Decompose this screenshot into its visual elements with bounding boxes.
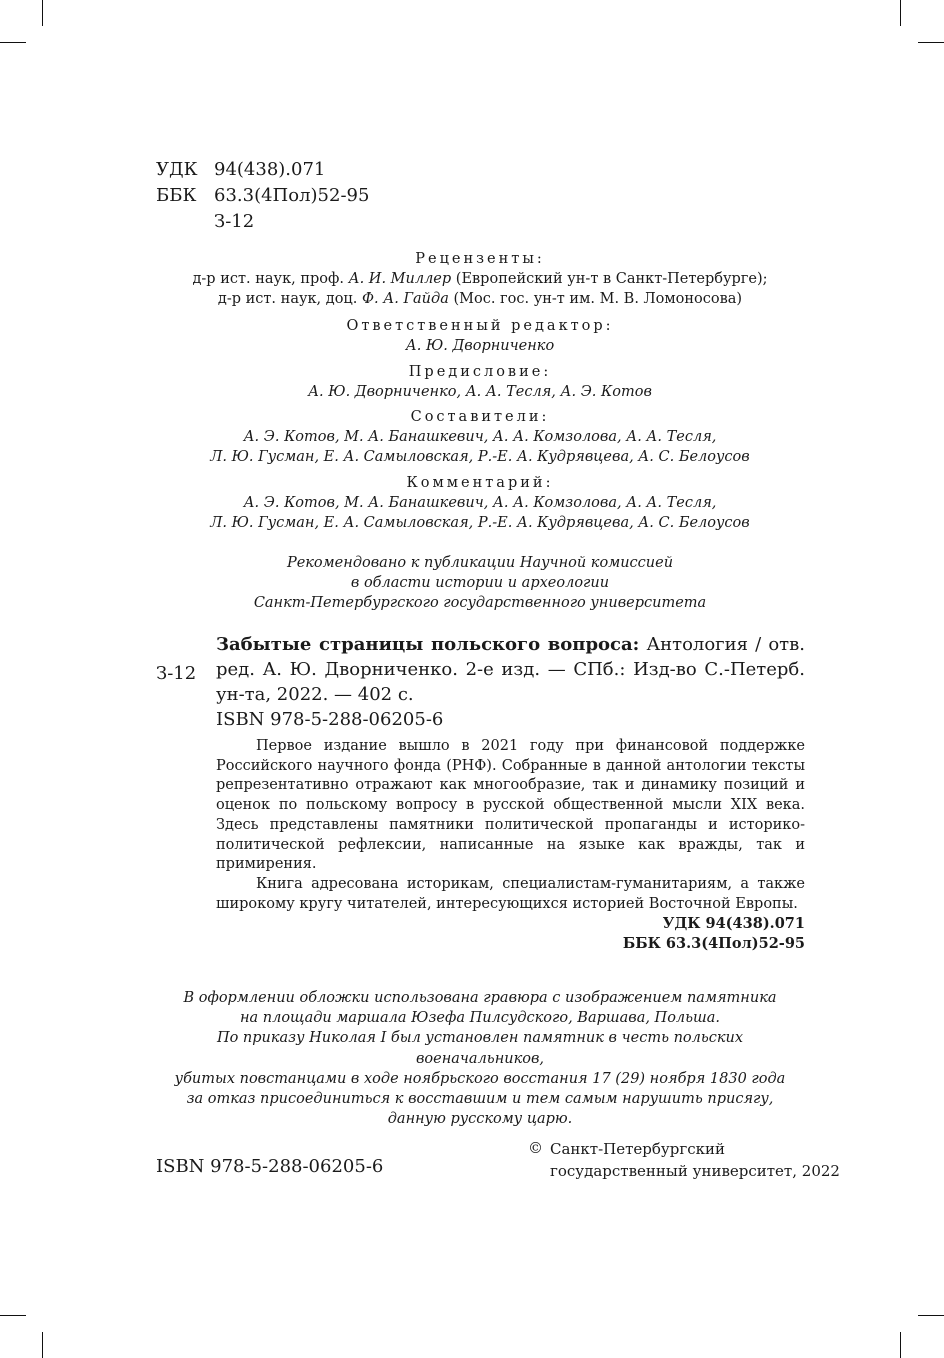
crop-mark-bottom-right-v <box>900 1332 901 1358</box>
recommendation-block <box>160 553 800 613</box>
cover-note-line-5: за отказ присоединиться к восставшим и тем самым нарушить присягу, <box>186 1091 774 1108</box>
editor-block <box>160 316 800 356</box>
annotation-paragraph-2: Книга адресована историкам, специалистам-гуманитариям, а также широкому кругу читателей, интересующихся историей Восточной Европы. <box>216 875 805 912</box>
compilers-line-2: Л. Ю. Гусман, Е. А. Самыловская, Р.-Е. А. Кудрявцева, А. С. Белоусов <box>210 449 750 465</box>
compilers-heading: Составители: <box>410 409 550 425</box>
bbk-value: 63.3(4Пол)52-95 <box>214 185 370 206</box>
recommendation-line-2: в области истории и археологии <box>350 575 610 591</box>
crop-mark-bottom-right-h <box>918 1315 944 1316</box>
reviewers-block <box>160 249 800 309</box>
cover-note <box>160 988 800 1129</box>
copyright-line-2: государственный университет, 2022 <box>550 1162 840 1180</box>
copyright-holder <box>550 1138 840 1182</box>
editor-name: А. Ю. Дворниченко <box>405 338 555 354</box>
right-udk: УДК 94(438).071 <box>662 915 805 932</box>
crop-mark-bottom-left-h <box>0 1315 26 1316</box>
cover-note-line-4: убитых повстанцами в ходе ноябрьского восстания 17 (29) ноября 1830 года <box>174 1070 786 1087</box>
right-bbk: ББК 63.3(4Пол)52-95 <box>622 934 805 952</box>
udk-row <box>156 158 325 182</box>
compilers-block <box>160 407 800 467</box>
compilers-line-1: А. Э. Котов, М. А. Банашкевич, А. А. Комзолова, А. А. Тесля, <box>243 429 717 445</box>
annotation <box>216 737 805 914</box>
book-title: Забытые страницы польского вопроса: <box>216 634 640 655</box>
side-author-sign: З-12 <box>156 663 197 684</box>
annotation-paragraph-1: Первое издание вышло в 2021 году при финансовой поддержке Российского научного фонда (РНФ). Собранные в данной антологии тексты репрезентативно отражают как многообразие, так и динамику позиций и оценок по польскому вопросу в русской общественной мысли XIX века. Здесь представлены памятники политической пропаганды и историко-политической рефлексии, написанные на языке как вражды, так и примирения. <box>216 738 805 873</box>
udk-value: 94(438).071 <box>214 159 326 180</box>
preface-heading: Предисловие: <box>408 364 552 380</box>
crop-mark-top-right-h <box>918 42 944 43</box>
reviewers-heading: Рецензенты: <box>415 251 545 267</box>
author-sign-row <box>156 210 254 234</box>
bbk-row <box>156 184 369 208</box>
recommendation-line-1: Рекомендовано к публикации Научной комиссией <box>286 555 674 571</box>
bibliographic-record <box>216 632 805 707</box>
preface-names: А. Ю. Дворниченко, А. А. Тесля, А. Э. Котов <box>308 384 652 400</box>
copyright-line-1: Санкт-Петербургский <box>550 1140 725 1158</box>
editor-heading: Ответственный редактор: <box>346 318 614 334</box>
commentary-line-1: А. Э. Котов, М. А. Банашкевич, А. А. Комзолова, А. А. Тесля, <box>243 495 717 511</box>
commentary-line-2: Л. Ю. Гусман, Е. А. Самыловская, Р.-Е. А. Кудрявцева, А. С. Белоусов <box>210 515 750 531</box>
reviewer-2: д-р ист. наук, доц. Ф. А. Гайда (Мос. гос. ун-т им. М. В. Ломоносова) <box>217 291 743 307</box>
footer-isbn: ISBN 978-5-288-06205-6 <box>156 1156 384 1177</box>
bibliographic-isbn: ISBN 978-5-288-06205-6 <box>216 709 444 730</box>
udk-label: УДК <box>156 159 198 180</box>
author-sign: З-12 <box>214 211 255 232</box>
bbk-label: ББК <box>156 185 197 206</box>
commentary-heading: Комментарий: <box>406 475 554 491</box>
recommendation-line-3: Санкт-Петербургского государственного университета <box>253 595 707 611</box>
cover-note-line-6: данную русскому царю. <box>387 1111 573 1128</box>
cover-note-line-2: на площади маршала Юзефа Пилсудского, Варшава, Польша. <box>239 1010 721 1027</box>
right-codes <box>623 914 805 953</box>
bibliographic-details: Антология / отв. ред. А. Ю. Дворниченко. 2-е изд. — СПб.: Изд-во С.-Петерб. ун-та, 2022. — 402 с. <box>216 634 805 705</box>
crop-mark-top-left-h <box>0 42 26 43</box>
crop-mark-top-left-v <box>42 0 43 26</box>
cover-note-line-1: В оформлении обложки использована гравюра с изображением памятника <box>183 990 777 1006</box>
copyright-symbol: © <box>528 1139 543 1157</box>
cover-note-line-3: По приказу Николая I был установлен памятник в честь польских военачальников, <box>216 1030 744 1067</box>
commentary-block <box>160 473 800 533</box>
reviewer-1: д-р ист. наук, проф. А. И. Миллер (Европейский ун-т в Санкт-Петербурге); <box>192 271 768 287</box>
crop-mark-top-right-v <box>900 0 901 26</box>
crop-mark-bottom-left-v <box>42 1332 43 1358</box>
preface-block <box>160 362 800 402</box>
